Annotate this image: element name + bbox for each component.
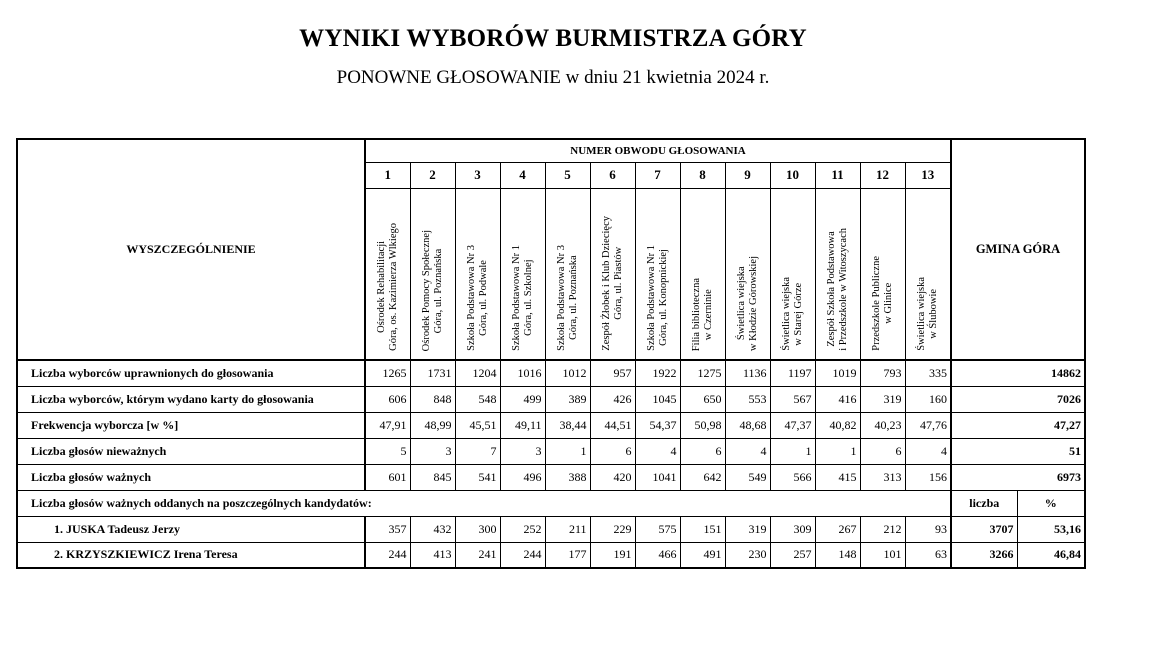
candidate-count: 3266 [951, 542, 1017, 568]
district-name-line2: w Kłodzie Górowskiej [747, 255, 759, 351]
candidate-value: 101 [860, 542, 905, 568]
row-value: 1922 [635, 360, 680, 386]
row-value: 40,23 [860, 412, 905, 438]
district-number: 2 [410, 162, 455, 188]
row-value: 1016 [500, 360, 545, 386]
row-value: 3 [410, 438, 455, 464]
row-value: 499 [500, 386, 545, 412]
row-value: 845 [410, 464, 455, 490]
row-value: 957 [590, 360, 635, 386]
candidate-value: 491 [680, 542, 725, 568]
row-value: 650 [680, 386, 725, 412]
district-number: 3 [455, 162, 500, 188]
district-name [500, 188, 545, 360]
row-label: Liczba głosów nieważnych [17, 438, 365, 464]
row-value: 1 [770, 438, 815, 464]
row-value: 1136 [725, 360, 770, 386]
district-name-line2: i Przedszkole w Witoszycach [837, 228, 849, 351]
row-value: 3 [500, 438, 545, 464]
district-name-text [376, 219, 400, 355]
row-value: 567 [770, 386, 815, 412]
district-number: 10 [770, 162, 815, 188]
candidate-name: 1. JUSKA Tadeusz Jerzy [17, 516, 365, 542]
candidate-value: 151 [680, 516, 725, 542]
districts-header: NUMER OBWODU GŁOSOWANIA [365, 139, 951, 162]
row-value: 548 [455, 386, 500, 412]
row-value: 553 [725, 386, 770, 412]
district-name-line1: Szkoła Podstawowa Nr 1 [645, 245, 657, 351]
row-value: 7 [455, 438, 500, 464]
row-label: Liczba wyborców uprawnionych do głosowania [17, 360, 365, 386]
row-value: 4 [905, 438, 951, 464]
district-name-text [646, 241, 670, 355]
row-value: 44,51 [590, 412, 635, 438]
label-column-header: WYSZCZEGÓLNIENIE [17, 139, 365, 360]
district-name-text [826, 224, 850, 355]
district-name-line2: Góra, ul. Szkolnej [522, 259, 534, 337]
row-value: 319 [860, 386, 905, 412]
candidate-value: 267 [815, 516, 860, 542]
row-value: 566 [770, 464, 815, 490]
candidate-value: 212 [860, 516, 905, 542]
row-label: Frekwencja wyborcza [w %] [17, 412, 365, 438]
district-name-text [556, 241, 580, 355]
candidate-percent: 53,16 [1017, 516, 1085, 542]
row-value: 420 [590, 464, 635, 490]
district-name-text [466, 241, 490, 355]
candidate-value: 177 [545, 542, 590, 568]
row-label: Liczba wyborców, którym wydano karty do głosowania [17, 386, 365, 412]
district-name-line1: Szkoła Podstawowa Nr 3 [555, 245, 567, 351]
district-name-text [691, 274, 715, 355]
district-name-line1: Zespół Szkoła Podstawowa [825, 231, 837, 348]
district-name-text [916, 273, 940, 355]
candidates-header-row [17, 490, 1085, 516]
district-name-line2: w Starej Górze [792, 282, 804, 346]
district-name-line2: Góra, ul. Konopnickiej [657, 249, 669, 347]
table-row [17, 386, 1085, 412]
percent-header: % [1017, 490, 1085, 516]
district-number: 5 [545, 162, 590, 188]
row-value: 606 [365, 386, 410, 412]
district-name-line1: Ośrodek Rehabilitacji [375, 241, 387, 334]
candidate-value: 211 [545, 516, 590, 542]
candidate-value: 244 [500, 542, 545, 568]
candidate-value: 300 [455, 516, 500, 542]
district-number: 4 [500, 162, 545, 188]
table-row [17, 438, 1085, 464]
district-name [770, 188, 815, 360]
district-name-text [601, 212, 625, 355]
row-total: 6973 [951, 464, 1085, 490]
candidate-value: 466 [635, 542, 680, 568]
total-header: GMINA GÓRA [951, 139, 1085, 360]
district-name-line2: Góra, os. Kazimierza Wlkiego [387, 223, 399, 351]
document-title: WYNIKI WYBORÓW BURMISTRZA GÓRY [299, 25, 807, 52]
district-name-line1: Szkoła Podstawowa Nr 3 [465, 245, 477, 351]
table-row [17, 360, 1085, 386]
candidate-count: 3707 [951, 516, 1017, 542]
district-name [905, 188, 951, 360]
row-value: 415 [815, 464, 860, 490]
row-value: 49,11 [500, 412, 545, 438]
candidate-value: 230 [725, 542, 770, 568]
candidate-value: 63 [905, 542, 951, 568]
row-value: 47,91 [365, 412, 410, 438]
row-value: 48,68 [725, 412, 770, 438]
row-value: 496 [500, 464, 545, 490]
row-value: 1012 [545, 360, 590, 386]
candidate-value: 93 [905, 516, 951, 542]
row-value: 1197 [770, 360, 815, 386]
district-number: 8 [680, 162, 725, 188]
district-name [590, 188, 635, 360]
district-name [635, 188, 680, 360]
row-total: 47,27 [951, 412, 1085, 438]
row-value: 4 [635, 438, 680, 464]
row-value: 47,76 [905, 412, 951, 438]
row-value: 549 [725, 464, 770, 490]
row-value: 160 [905, 386, 951, 412]
district-name-line2: w Czerninie [702, 288, 714, 340]
candidate-value: 257 [770, 542, 815, 568]
row-value: 1204 [455, 360, 500, 386]
table-row [17, 412, 1085, 438]
row-value: 38,44 [545, 412, 590, 438]
district-name-line1: Świetlica wiejska [735, 266, 747, 341]
row-value: 388 [545, 464, 590, 490]
district-name [680, 188, 725, 360]
header-row-top [17, 139, 1085, 162]
row-value: 48,99 [410, 412, 455, 438]
district-number: 12 [860, 162, 905, 188]
district-name [410, 188, 455, 360]
row-value: 848 [410, 386, 455, 412]
candidate-name: 2. KRZYSZKIEWICZ Irena Teresa [17, 542, 365, 568]
district-name-text [781, 273, 805, 355]
district-name-line1: Zespół Żłobek i Klub Dziecięcy [600, 216, 612, 351]
election-results-table [16, 138, 1086, 569]
district-number: 11 [815, 162, 860, 188]
candidate-value: 241 [455, 542, 500, 568]
candidate-value: 432 [410, 516, 455, 542]
district-name-text [421, 226, 445, 355]
district-name [815, 188, 860, 360]
row-value: 389 [545, 386, 590, 412]
row-value: 54,37 [635, 412, 680, 438]
district-name-line2: w Glinicе [882, 283, 894, 325]
district-name-line1: Świetlica wiejska [915, 277, 927, 351]
row-value: 1265 [365, 360, 410, 386]
candidate-row [17, 542, 1085, 568]
district-name-text [736, 252, 760, 355]
row-value: 601 [365, 464, 410, 490]
candidate-value: 148 [815, 542, 860, 568]
row-total: 7026 [951, 386, 1085, 412]
candidate-value: 229 [590, 516, 635, 542]
district-name [455, 188, 500, 360]
district-name-line1: Filia biblioteczna [690, 277, 702, 351]
candidate-value: 319 [725, 516, 770, 542]
district-name-line1: Przedszkole Publiczne [870, 256, 882, 351]
district-name [860, 188, 905, 360]
row-value: 541 [455, 464, 500, 490]
district-name [365, 188, 410, 360]
district-name-line2: Góra, ul. Poznańska [567, 255, 579, 341]
row-label: Liczba głosów ważnych [17, 464, 365, 490]
district-number: 9 [725, 162, 770, 188]
district-name [725, 188, 770, 360]
row-value: 6 [590, 438, 635, 464]
district-name [545, 188, 590, 360]
row-value: 1 [545, 438, 590, 464]
document-subtitle: PONOWNE GŁOSOWANIE w dniu 21 kwietnia 2024 r. [336, 67, 770, 88]
row-value: 426 [590, 386, 635, 412]
district-number: 13 [905, 162, 951, 188]
row-value: 1019 [815, 360, 860, 386]
row-value: 40,82 [815, 412, 860, 438]
candidate-value: 575 [635, 516, 680, 542]
candidate-value: 357 [365, 516, 410, 542]
count-header: liczba [951, 490, 1017, 516]
row-value: 6 [860, 438, 905, 464]
row-value: 793 [860, 360, 905, 386]
district-number: 6 [590, 162, 635, 188]
row-value: 1731 [410, 360, 455, 386]
row-value: 156 [905, 464, 951, 490]
district-number: 7 [635, 162, 680, 188]
district-name-line2: Góra, ul. Poznańska [432, 248, 444, 333]
district-number: 1 [365, 162, 410, 188]
candidate-value: 191 [590, 542, 635, 568]
row-value: 5 [365, 438, 410, 464]
candidates-header-label: Liczba głosów ważnych oddanych na poszczególnych kandydatów: [17, 490, 951, 516]
candidate-value: 309 [770, 516, 815, 542]
row-value: 1275 [680, 360, 725, 386]
row-value: 335 [905, 360, 951, 386]
district-name-line1: Szkoła Podstawowa Nr 1 [510, 245, 522, 351]
row-value: 1 [815, 438, 860, 464]
district-name-text [871, 252, 895, 355]
district-name-line1: Ośrodek Pomocy Społecznej [420, 229, 432, 351]
row-value: 1041 [635, 464, 680, 490]
candidate-value: 244 [365, 542, 410, 568]
candidate-value: 413 [410, 542, 455, 568]
table-row [17, 464, 1085, 490]
candidate-row [17, 516, 1085, 542]
row-value: 50,98 [680, 412, 725, 438]
candidate-percent: 46,84 [1017, 542, 1085, 568]
district-name-line1: Świetlica wiejska [780, 277, 792, 351]
district-name-text [511, 241, 535, 355]
row-value: 45,51 [455, 412, 500, 438]
row-value: 6 [680, 438, 725, 464]
row-value: 313 [860, 464, 905, 490]
row-value: 1045 [635, 386, 680, 412]
district-name-line2: Góra, ul. Podwale [477, 260, 489, 336]
row-value: 4 [725, 438, 770, 464]
row-value: 47,37 [770, 412, 815, 438]
row-value: 416 [815, 386, 860, 412]
row-total: 14862 [951, 360, 1085, 386]
row-total: 51 [951, 438, 1085, 464]
row-value: 642 [680, 464, 725, 490]
district-name-line2: w Ślubowie [927, 289, 939, 340]
candidate-value: 252 [500, 516, 545, 542]
district-name-line2: Góra, ul. Piastów [612, 247, 624, 321]
